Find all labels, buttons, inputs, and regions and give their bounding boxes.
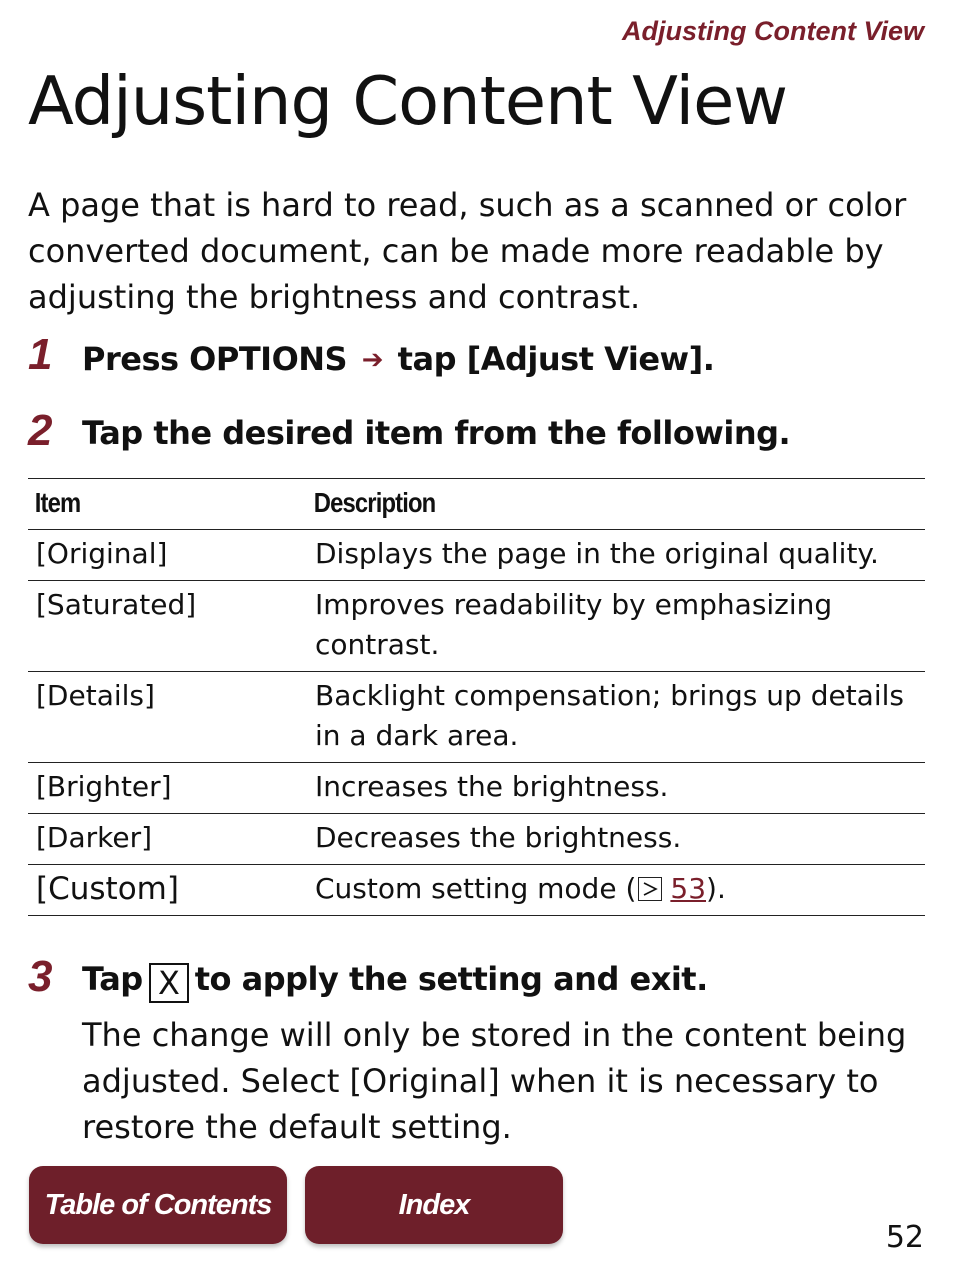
step-2-text: Tap the desired item from the following. xyxy=(82,414,791,452)
adjust-view-table xyxy=(28,478,925,916)
table-of-contents-button[interactable]: Table of Contents xyxy=(29,1166,287,1244)
step-1-number: 1 xyxy=(28,330,53,379)
index-button[interactable]: Index xyxy=(305,1166,563,1244)
table-row xyxy=(28,530,925,581)
item-cell: [Custom] xyxy=(28,865,307,916)
step-3-text xyxy=(82,960,708,1003)
step-2-number: 2 xyxy=(28,406,53,455)
description-text-before: Custom setting mode ( xyxy=(315,872,637,905)
description-cell: Backlight compensation; brings up details in a dark area. xyxy=(307,672,925,763)
column-header-item: Item xyxy=(28,479,265,530)
step-3-number: 3 xyxy=(28,952,53,1001)
step-1-text xyxy=(82,340,714,378)
table-header-row xyxy=(28,479,925,530)
step-3-text-before: Tap xyxy=(82,960,143,998)
item-cell: [Brighter] xyxy=(28,763,307,814)
step-3-body: The change will only be stored in the content being adjusted. Select [Original] when it is necessary to restore the default setting. xyxy=(82,1016,907,1146)
page-number: 52 xyxy=(885,1220,924,1255)
step-1-text-after: tap [Adjust View]. xyxy=(397,340,715,378)
intro-paragraph: A page that is hard to read, such as a scanned or color converted document, can be made more readable by adjusting the brightness and contrast. xyxy=(28,186,907,316)
description-text-after: ). xyxy=(706,872,726,905)
step-3-text-after: to apply the setting and exit. xyxy=(194,960,708,998)
running-header: Adjusting Content View xyxy=(622,16,924,46)
column-header-description: Description xyxy=(307,479,832,530)
step-1-text-before: Press OPTIONS xyxy=(82,340,348,378)
table-row xyxy=(28,672,925,763)
description-cell: Improves readability by emphasizing contrast. xyxy=(307,581,925,672)
table-row xyxy=(28,814,925,865)
table-row xyxy=(28,763,925,814)
description-cell: Decreases the brightness. xyxy=(307,814,925,865)
table-row xyxy=(28,865,925,916)
description-cell xyxy=(307,865,925,916)
item-cell: [Darker] xyxy=(28,814,307,865)
close-icon: X xyxy=(149,963,189,1003)
item-cell: [Details] xyxy=(28,672,307,763)
item-cell: [Original] xyxy=(28,530,307,581)
item-cell: [Saturated] xyxy=(28,581,307,672)
page-reference-icon xyxy=(638,877,662,901)
page-title: Adjusting Content View xyxy=(28,62,788,140)
table-row xyxy=(28,581,925,672)
arrow-icon: ➔ xyxy=(361,345,384,375)
description-cell: Increases the brightness. xyxy=(307,763,925,814)
page-53-link[interactable]: 53 xyxy=(670,872,707,905)
description-cell: Displays the page in the original quality. xyxy=(307,530,925,581)
